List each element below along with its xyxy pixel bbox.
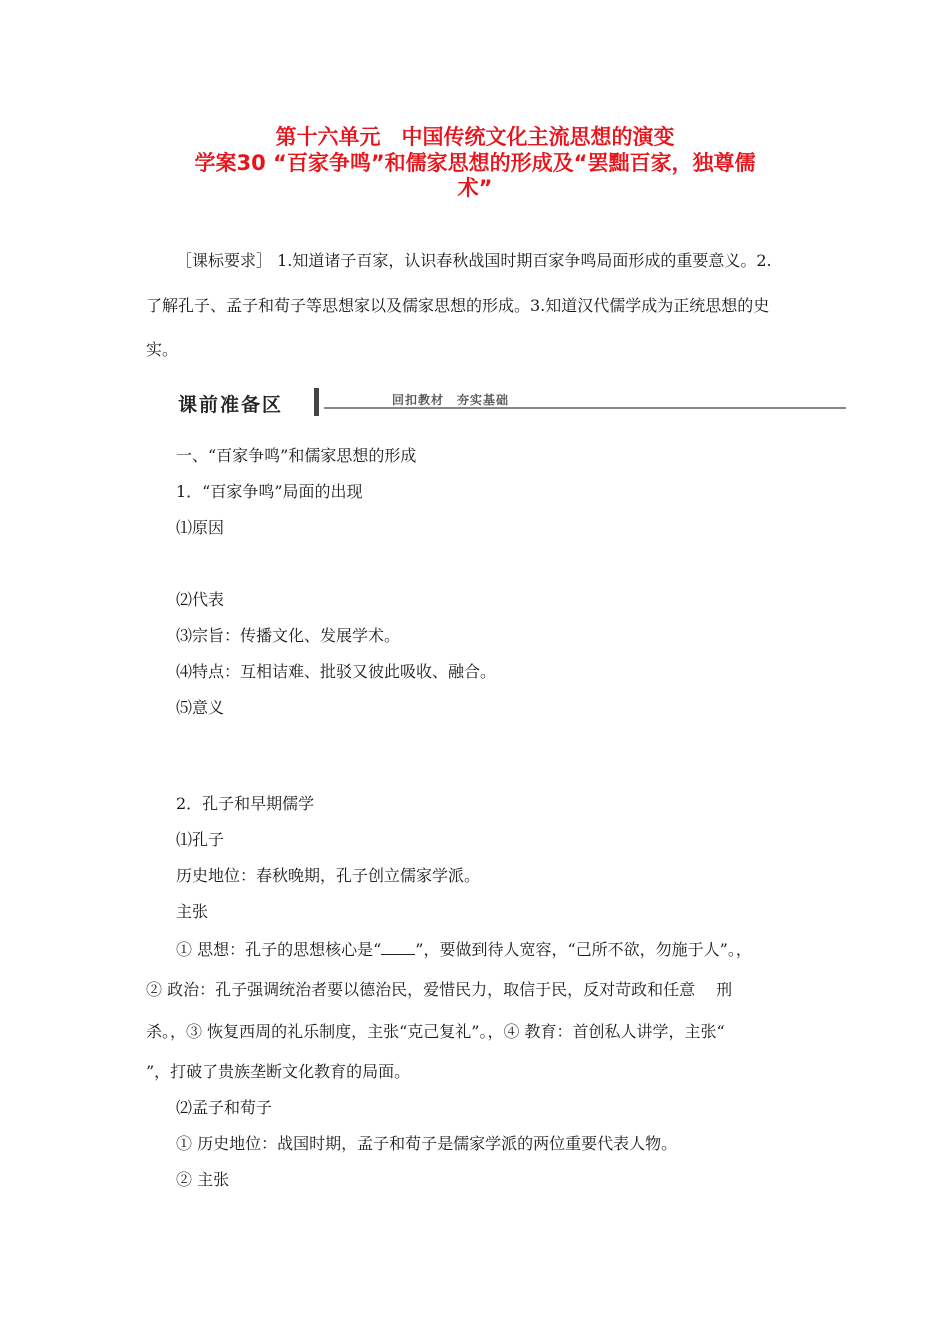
item-cause: ⑴原因 [176,518,225,537]
confucius-education-end-line: ”，打破了贵族垄断文化教育的局面。 [146,1062,411,1081]
subsection-heading-1-2: 2．孔子和早期儒学 [176,794,315,813]
item-characteristics: ⑷特点：互相诘难、批驳又彼此吸收、融合。 [176,662,497,681]
banner-subtitle: 回扣教材 夯实基础 [392,393,510,407]
section-banner [178,388,848,418]
lesson-title: 学案30 “百家争鸣”和儒家思想的形成及“罢黜百家，独尊儒 [194,151,756,175]
subsection-heading-1-1: 1．“百家争鸣”局面的出现 [176,482,363,501]
item-mencius-xunzi: ⑵孟子和荀子 [176,1098,273,1117]
item-significance: ⑸意义 [176,698,225,717]
mencius-xunzi-historical-status: ① 历史地位：战国时期，孟子和荀子是儒家学派的两位重要代表人物。 [176,1134,678,1153]
lesson-title-continued: 术” [457,176,493,200]
confucius-thought-line [176,938,752,960]
curriculum-requirements-line-3: 实。 [146,340,179,359]
item-confucius: ⑴孔子 [176,830,225,849]
fill-in-blank[interactable] [381,938,415,955]
thought-text-before: ① 思想：孔子的思想核心是“ [176,940,382,959]
confucius-rites-education-line: 杀。，③ 恢复西周的礼乐制度，主张“克己复礼”。，④ 教育：首创私人讲学，主张“ [146,1022,725,1041]
section-heading-1: 一、“百家争鸣”和儒家思想的形成 [176,446,417,465]
banner-label: 课前准备区 [178,394,284,416]
unit-title: 第十六单元 中国传统文化主流思想的演变 [275,125,675,149]
curriculum-requirements-line-2: 了解孔子、孟子和荀子等思想家以及儒家思想的形成。3.知道汉代儒学成为正统思想的史 [146,296,770,315]
mencius-xunzi-propositions: ② 主张 [176,1170,230,1189]
curriculum-requirements-line-1: ［课标要求］ 1.知道诸子百家，认识春秋战国时期百家争鸣局面形成的重要意义。2. [176,251,772,270]
confucius-historical-status: 历史地位：春秋晚期，孔子创立儒家学派。 [176,866,481,885]
item-purpose: ⑶宗旨：传播文化、发展学术。 [176,626,401,645]
banner-divider-bar [314,388,319,416]
confucius-politics-line: ② 政治：孔子强调统治者要以德治民，爱惜民力，取信于民，反对苛政和任意 刑 [146,980,733,999]
item-representatives: ⑵代表 [176,590,225,609]
thought-text-after: ”，要做到待人宽容，“己所不欲，勿施于人”。， [415,940,752,959]
confucius-propositions-label: 主张 [176,902,209,921]
